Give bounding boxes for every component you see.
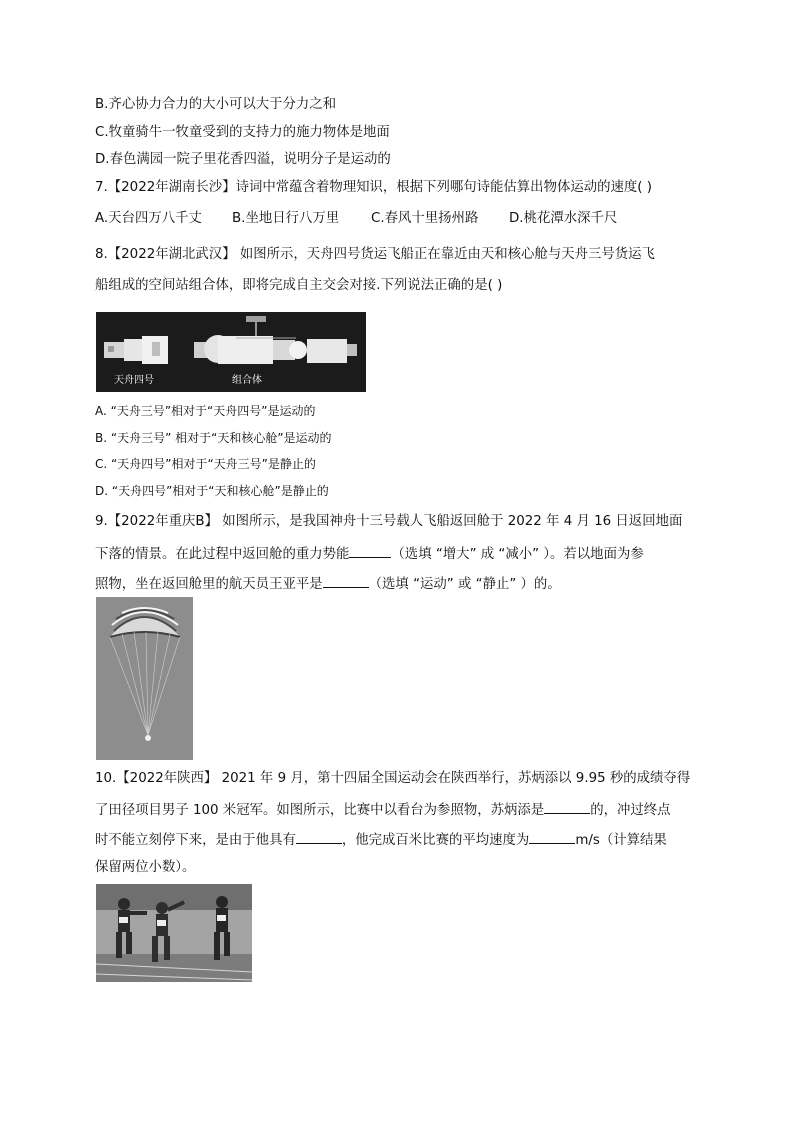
q8-option-d: D. “天舟四号”相对于“天和核心舱”是静止的 xyxy=(95,484,329,498)
q10-blank-3[interactable] xyxy=(529,831,575,844)
q9-line1: 9.【2022年重庆B】 如图所示，是我国神舟十三号载人飞船返回舱于 2022 年 4 月 16 日返回地面 xyxy=(95,514,683,529)
q8-stem-line2: 船组成的空间站组合体，即将完成自主交会对接.下列说法正确的是( ) xyxy=(95,278,503,293)
sprinters-photo xyxy=(96,884,252,982)
q10-line2 xyxy=(95,801,671,820)
q7-option-d: D.桃花潭水深千尺 xyxy=(509,211,618,226)
q7-option-c: C.春风十里扬州路 xyxy=(371,211,479,226)
q6-option-c: C.牧童骑牛一牧童受到的支持力的施力物体是地面 xyxy=(95,125,390,140)
fig-label-combination: 组合体 xyxy=(232,375,262,386)
q10-line2-text-a: 了田径项目男子 100 米冠军。如图所示，比赛中以看台为参照物，苏炳添是 xyxy=(95,803,545,818)
q9-line3-text-a: 照物，坐在返回舱里的航天员王亚平是 xyxy=(95,577,323,592)
q10-line1: 10.【2022年陕西】 2021 年 9 月，第十四届全国运动会在陕西举行，苏炳添以 9.95 秒的成绩夺得 xyxy=(95,771,691,786)
sprinters-illustration xyxy=(96,884,252,982)
parachute-illustration xyxy=(96,597,193,760)
q10-line3-text-a: 时不能立刻停下来，是由于他具有 xyxy=(95,833,296,848)
q10-blank-1[interactable] xyxy=(544,801,590,814)
q10-blank-2[interactable] xyxy=(296,831,342,844)
q9-line2 xyxy=(95,545,644,564)
q8-stem-line1: 8.【2022年湖北武汉】 如图所示，天舟四号货运飞船正在靠近由天和核心舱与天舟三号货运飞 xyxy=(95,247,655,262)
q7-option-b: B.坐地日行八万里 xyxy=(232,211,340,226)
q9-line3-text-b: （选填 “运动” 或 “静止” ）的。 xyxy=(368,577,561,592)
parachute-capsule-photo xyxy=(96,597,193,760)
q8-option-c: C. “天舟四号”相对于“天舟三号”是静止的 xyxy=(95,457,316,471)
q8-option-a: A. “天舟三号”相对于“天舟四号”是运动的 xyxy=(95,404,316,418)
q9-line3 xyxy=(95,575,561,594)
q8-option-b: B. “天舟三号” 相对于“天和核心舱”是运动的 xyxy=(95,431,332,445)
q7-option-a: A.天台四万八千丈 xyxy=(95,211,202,226)
q6-option-d: D.春色满园一院子里花香四溢，说明分子是运动的 xyxy=(95,152,391,167)
space-station-illustration xyxy=(96,312,366,392)
q9-blank-1[interactable] xyxy=(349,545,391,558)
q6-option-b: B.齐心协力合力的大小可以大于分力之和 xyxy=(95,97,337,112)
fig-label-tianzhou4: 天舟四号 xyxy=(114,375,154,386)
q9-line2-text-b: （选填 “增大” 成 “减小” ）。若以地面为参 xyxy=(391,547,644,562)
q10-line4: 保留两位小数）。 xyxy=(95,860,196,875)
q9-blank-2[interactable] xyxy=(323,575,369,588)
q7-stem: 7.【2022年湖南长沙】诗词中常蕴含着物理知识，根据下列哪句诗能估算出物体运动的速度( ) xyxy=(95,180,653,195)
q10-line3-text-b: ，他完成百米比赛的平均速度为 xyxy=(341,833,530,848)
q9-line2-text-a: 下落的情景。在此过程中返回舱的重力势能 xyxy=(95,547,350,562)
space-station-figure xyxy=(96,312,366,392)
q10-line2-text-b: 的，冲过终点 xyxy=(590,803,671,818)
q10-line3-text-c: m/s（计算结果 xyxy=(575,833,667,848)
return-capsule xyxy=(145,735,151,741)
q7-options xyxy=(95,210,617,228)
q10-line3 xyxy=(95,831,667,850)
